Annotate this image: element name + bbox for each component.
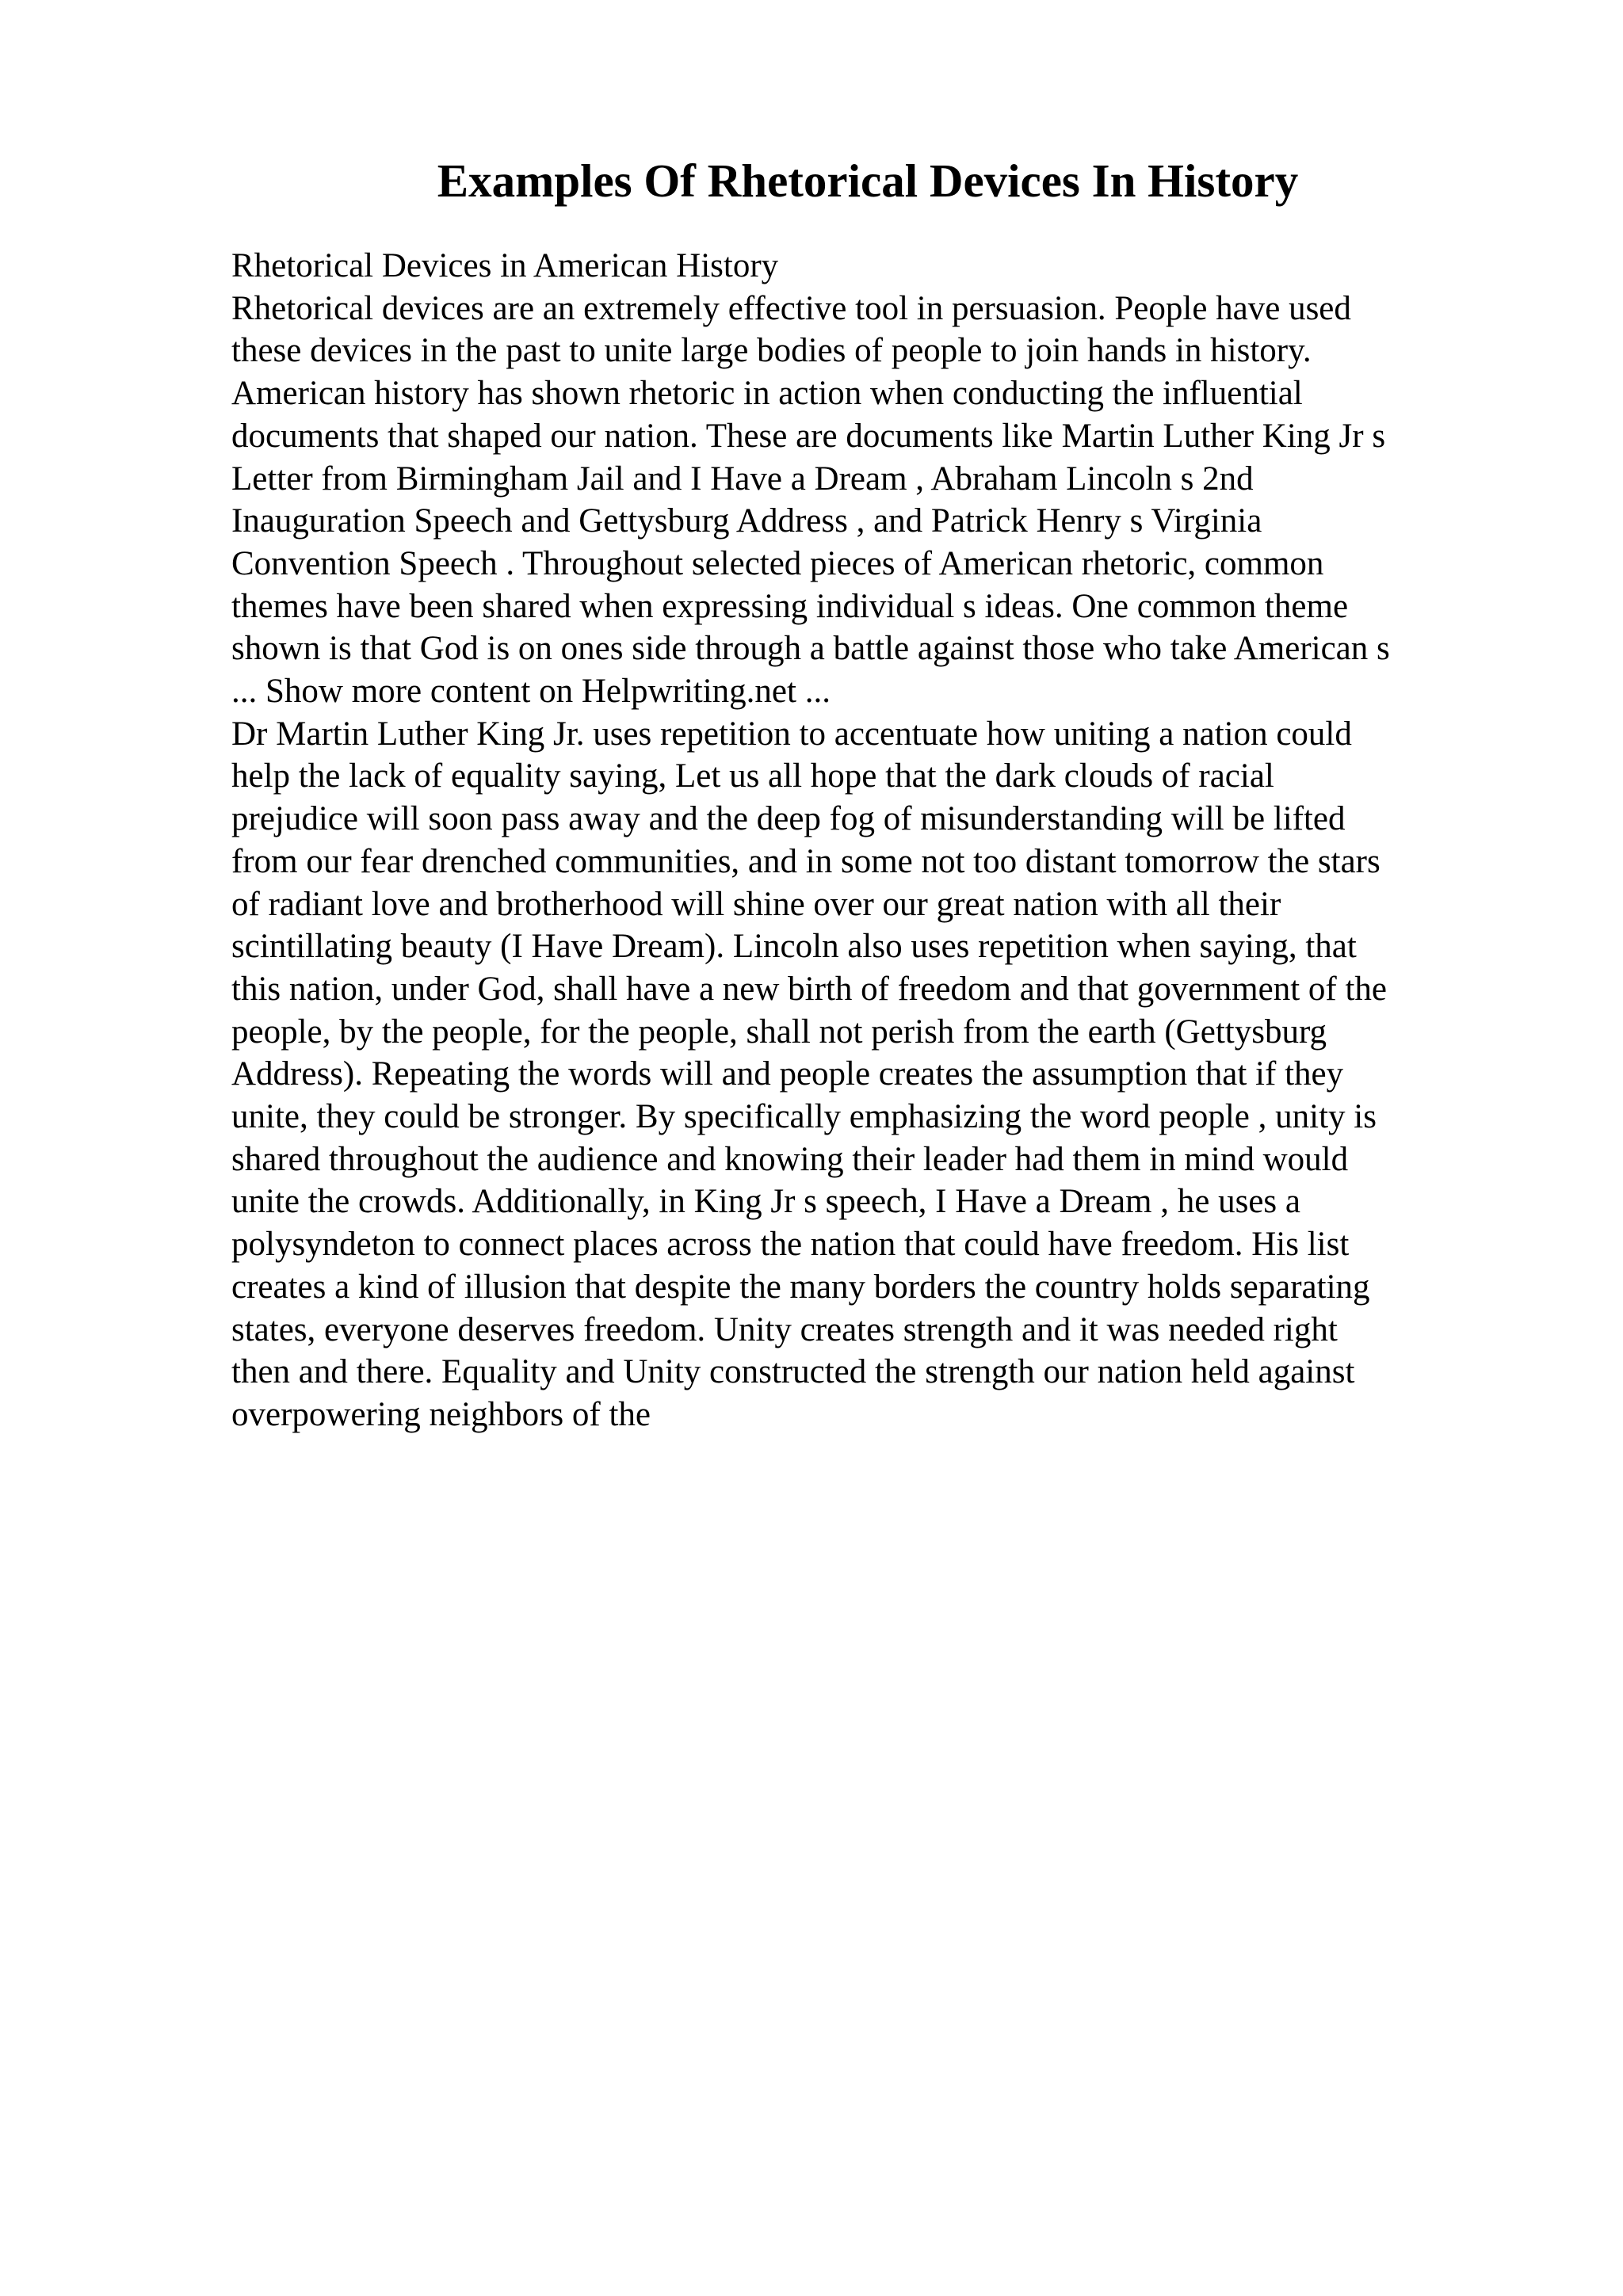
show-more-line: ... Show more content on Helpwriting.net ... <box>231 673 831 711</box>
body-line: creates a kind of illusion that despite the many borders the country holds separating <box>231 1268 1370 1306</box>
body-line: American history has shown rhetoric in action when conducting the influential <box>231 375 1303 413</box>
subtitle-line: Rhetorical Devices in American History <box>231 247 779 284</box>
body-line: Dr Martin Luther King Jr. uses repetition to accentuate how uniting a nation could <box>231 715 1352 753</box>
body-line: then and there. Equality and Unity constructed the strength our nation held against <box>231 1353 1355 1391</box>
body-line: unite, they could be stronger. By specifically emphasizing the word people , unity is <box>231 1098 1377 1136</box>
body-line: Convention Speech . Throughout selected pieces of American rhetoric, common <box>231 544 1324 582</box>
body-line: Letter from Birmingham Jail and I Have a Dream , Abraham Lincoln s 2nd <box>231 460 1254 498</box>
body-line: themes have been shared when expressing individual s ideas. One common theme <box>231 587 1349 625</box>
body-line: these devices in the past to unite large bodies of people to join hands in history. <box>231 332 1312 370</box>
body-line: shared throughout the audience and knowing their leader had them in mind would <box>231 1140 1349 1178</box>
document-title: Examples Of Rhetorical Devices In History <box>437 154 1299 207</box>
body-line: from our fear drenched communities, and in some not too distant tomorrow the stars <box>231 842 1381 880</box>
body-line: people, by the people, for the people, shall not perish from the earth (Gettysburg <box>231 1013 1327 1051</box>
body-line: Address). Repeating the words will and people creates the assumption that if they <box>231 1055 1344 1093</box>
body-line: shown is that God is on ones side through a battle against those who take American s <box>231 630 1390 668</box>
body-line: of radiant love and brotherhood will shine over our great nation with all their <box>231 885 1281 923</box>
body-line: polysyndeton to connect places across the nation that could have freedom. His list <box>231 1226 1350 1264</box>
body-line: overpowering neighbors of the <box>231 1395 651 1433</box>
body-line: unite the crowds. Additionally, in King Jr s speech, I Have a Dream , he uses a <box>231 1183 1300 1221</box>
body-line: scintillating beauty (I Have Dream). Lincoln also uses repetition when saying, that <box>231 928 1357 966</box>
body-line: this nation, under God, shall have a new birth of freedom and that government of the <box>231 970 1388 1008</box>
body-line: prejudice will soon pass away and the deep fog of misunderstanding will be lifted <box>231 800 1346 838</box>
body-line: Inauguration Speech and Gettysburg Address , and Patrick Henry s Virginia <box>231 502 1262 540</box>
body-line: documents that shaped our nation. These are documents like Martin Luther King Jr s <box>231 417 1386 455</box>
document-body <box>231 245 1499 1436</box>
body-line: Rhetorical devices are an extremely effective tool in persuasion. People have used <box>231 289 1351 327</box>
body-line: states, everyone deserves freedom. Unity creates strength and it was needed right <box>231 1310 1338 1348</box>
body-line: help the lack of equality saying, Let us all hope that the dark clouds of racial <box>231 757 1274 795</box>
